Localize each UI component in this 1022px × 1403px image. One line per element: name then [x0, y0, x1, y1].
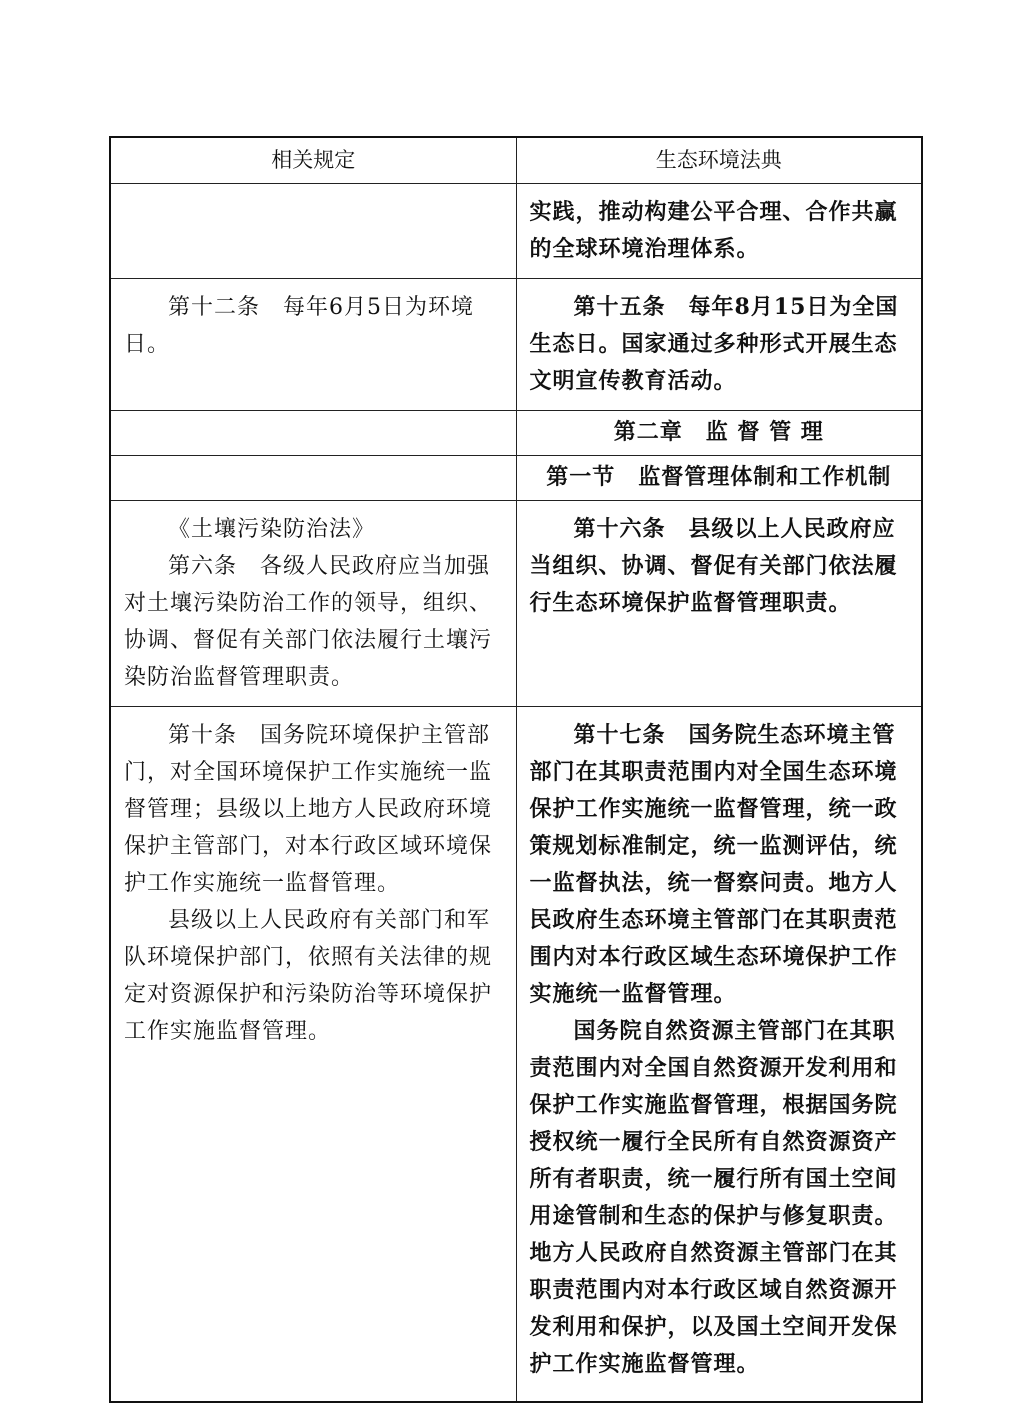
left-paragraph: 第六条 各级人民政府应当加强对土壤污染防治工作的领导，组织、协调、督促有关部门依法履行土壤污染防治监督管理职责。	[124, 554, 493, 690]
right-cell	[516, 184, 922, 279]
left-paragraph: 第十二条 每年6月5日为环境日。	[124, 295, 474, 357]
right-cell	[516, 411, 922, 456]
header-related-provisions: 相关规定	[110, 137, 516, 184]
right-paragraph: 国务院自然资源主管部门在其职责范围内对全国自然资源开发利用和保护工作实施监督管理，根据国务院授权统一履行全民所有自然资源资产所有者职责，统一履行所有国土空间用途管制和生态的保护与修复职责。地方人民政府自然资源主管部门在其职责范围内对本行政区域自然资源开发利用和保护，以及国土空间开发保护工作实施监督管理。	[529, 1018, 898, 1377]
left-paragraph: 县级以上人民政府有关部门和军队环境保护部门，依照有关法律的规定对资源保护和污染防治等环境保护工作实施监督管理。	[124, 908, 493, 1044]
comparison-table	[109, 136, 923, 1403]
table-row	[110, 279, 922, 411]
header-eco-code: 生态环境法典	[516, 137, 922, 184]
chapter-title: 第二章 监 督 管 理	[613, 419, 824, 445]
table-header-row	[110, 137, 922, 184]
left-paragraph: 第十条 国务院环境保护主管部门，对全国环境保护工作实施统一监督管理；县级以上地方人民政府环境保护主管部门，对本行政区域环境保护工作实施统一监督管理。	[124, 723, 493, 896]
left-cell	[110, 707, 516, 1402]
table-row	[110, 456, 922, 501]
left-cell	[110, 456, 516, 501]
left-cell	[110, 411, 516, 456]
table-row	[110, 501, 922, 707]
left-cell	[110, 501, 516, 707]
right-paragraph: 第十六条 县级以上人民政府应当组织、协调、督促有关部门依法履行生态环境保护监督管理职责。	[529, 516, 898, 616]
section-title: 第一节 监督管理体制和工作机制	[546, 464, 892, 490]
right-cell	[516, 456, 922, 501]
table-row	[110, 707, 922, 1402]
right-paragraph: 实践，推动构建公平合理、合作共赢的全球环境治理体系。	[529, 199, 898, 262]
law-title: 《土壤污染防治法》	[168, 517, 376, 542]
right-paragraph: 第十五条 每年8月15日为全国生态日。国家通过多种形式开展生态文明宣传教育活动。	[529, 294, 899, 394]
right-cell	[516, 279, 922, 411]
table-row	[110, 411, 922, 456]
left-cell	[110, 184, 516, 279]
table-row	[110, 184, 922, 279]
right-cell	[516, 707, 922, 1402]
left-cell	[110, 279, 516, 411]
right-paragraph: 第十七条 国务院生态环境主管部门在其职责范围内对全国生态环境保护工作实施统一监督管理，统一政策规划标准制定，统一监测评估，统一监督执法，统一督察问责。地方人民政府生态环境主管部门在其职责范围内对本行政区域生态环境保护工作实施统一监督管理。	[529, 722, 898, 1007]
right-cell	[516, 501, 922, 707]
